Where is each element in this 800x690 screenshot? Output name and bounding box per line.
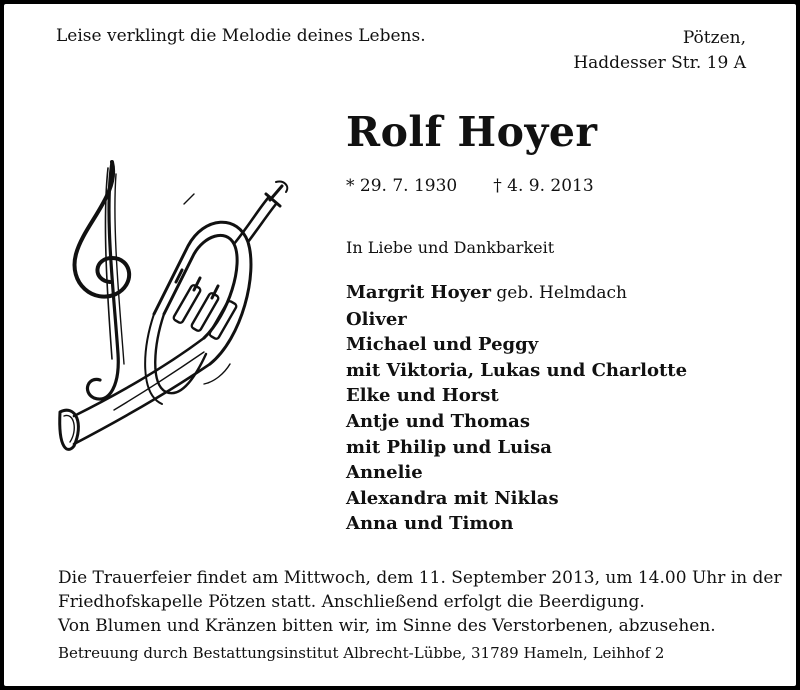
family-member-10: Anna und Timon (346, 513, 514, 535)
family-member-1 (346, 280, 687, 307)
treble-clef-trumpet-icon (54, 154, 294, 474)
family-member-maiden-name: geb. Helmdach (490, 283, 627, 303)
funeral-home-footer: Betreuung durch Bestattungsinstitut Albrecht-Lübbe, 31789 Hameln, Leihhof 2 (58, 644, 665, 662)
death-date: † 4. 9. 2013 (493, 176, 594, 196)
family-member-9: Alexandra mit Niklas (346, 487, 559, 509)
address (573, 26, 746, 76)
address-line-2: Haddesser Str. 19 A (573, 53, 746, 73)
family-member-8: Annelie (346, 462, 423, 484)
family-member-3: Michael und Peggy (346, 334, 539, 356)
address-line-1: Pötzen, (682, 28, 746, 48)
family-member-5: Elke und Horst (346, 385, 499, 407)
family-member-4: mit Viktoria, Lukas und Charlotte (346, 359, 688, 381)
motto: Leise verklingt die Melodie deines Lebens. (56, 26, 426, 46)
intro-line: In Liebe und Dankbarkeit (346, 238, 555, 257)
family-member-2: Oliver (346, 308, 407, 330)
obituary-card (4, 4, 796, 686)
family-member-6: Antje und Thomas (346, 410, 530, 432)
notice-line-2: Friedhofskapelle Pötzen statt. Anschließend erfolgt die Beerdigung. (58, 592, 645, 612)
notice-line-1: Die Trauerfeier findet am Mittwoch, dem 11. September 2013, um 14.00 Uhr in der (58, 568, 782, 588)
family-member-7: mit Philip und Luisa (346, 436, 552, 458)
life-dates (346, 176, 594, 196)
family-member-name: Margrit Hoyer (346, 282, 491, 303)
funeral-notice (58, 566, 782, 638)
notice-line-3: Von Blumen und Kränzen bitten wir, im Sinne des Verstorbenen, abzusehen. (58, 616, 716, 636)
family-list (346, 280, 687, 537)
deceased-name: Rolf Hoyer (346, 108, 598, 156)
birth-date: * 29. 7. 1930 (346, 176, 458, 196)
